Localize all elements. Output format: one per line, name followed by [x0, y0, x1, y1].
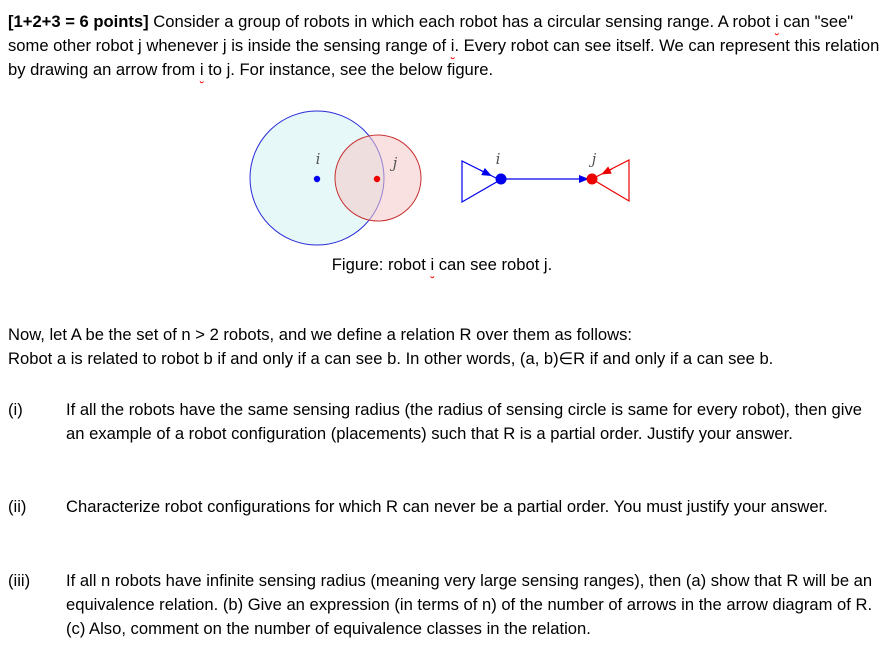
- question-number: (iii): [8, 571, 31, 590]
- relation-definition: [8, 323, 880, 371]
- intro-text-4: to j. For instance, see the below figure.: [203, 60, 494, 79]
- intro-text-2: can "see" some other robot j whenever j is inside the sensing range of: [8, 12, 854, 55]
- self-loop-i: [462, 161, 500, 202]
- relation-line-2: Robot a is related to robot b if and only if a can see b. In other words, (a, b)∈R if and only if a can see b.: [8, 349, 774, 368]
- problem-intro: [8, 10, 880, 82]
- question-iii: [8, 569, 880, 641]
- robot-j-dot: [374, 176, 380, 182]
- question-i: [8, 398, 880, 446]
- spell-flag-i: i: [450, 36, 455, 55]
- relation-line-1: Now, let A be the set of n > 2 robots, and we define a relation R over them as follows:: [8, 325, 633, 344]
- spell-flag-i: i: [199, 60, 204, 79]
- question-text: If all the robots have the same sensing radius (the radius of sensing circle is same for every robot), then give an example of a robot configuration (placements) such that R is a partial order. Justify your answer.: [66, 400, 862, 443]
- robot-i-dot: [314, 176, 320, 182]
- spell-flag-i: i: [774, 12, 779, 31]
- question-number: (i): [8, 400, 23, 419]
- node-i: [496, 174, 507, 185]
- self-loop-i-arrowhead: [480, 170, 491, 176]
- question-number: (ii): [8, 497, 27, 516]
- node-label-i: i: [495, 150, 501, 168]
- self-loop-j-arrowhead: [602, 169, 612, 174]
- self-loop-j: [592, 160, 629, 201]
- spell-flag-i: i: [430, 255, 435, 274]
- question-text: Characterize robot configurations for which R can never be a partial order. You must justify your answer.: [66, 497, 828, 516]
- label-i: i: [315, 150, 321, 168]
- robot-sensing-figure: [240, 100, 660, 255]
- node-label-j: j: [591, 150, 597, 168]
- intro-text-1: Consider a group of robots in which each robot has a circular sensing range. A robot: [148, 12, 775, 31]
- node-j: [587, 174, 598, 185]
- label-j: j: [392, 154, 398, 172]
- figure-caption: Figure: robot i can see robot j.: [331, 255, 553, 274]
- question-text: If all n robots have infinite sensing radius (meaning very large sensing ranges), then (a) show that R will be an equivalence relation. (b) Give an expression (in terms of n) of the number of arrows in the arrow diagram of R. (c) Also, comment on the number of equivalence classes in the relation.: [66, 571, 873, 638]
- question-ii: [8, 495, 880, 519]
- points-heading: [1+2+3 = 6 points]: [8, 12, 149, 31]
- intro-text-3: . Every robot can see itself. We can represent this relation by drawing an arrow from: [8, 36, 880, 79]
